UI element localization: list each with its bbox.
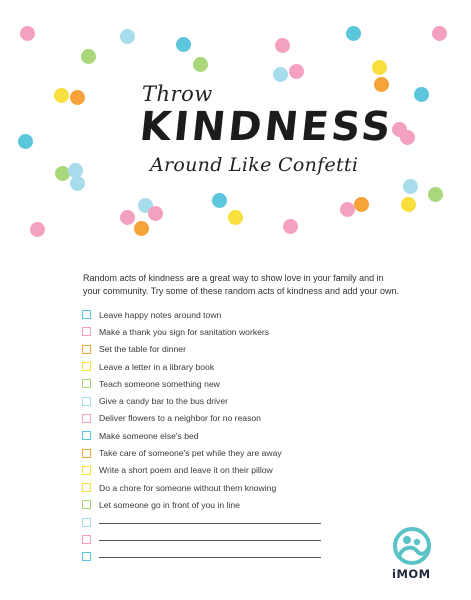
checklist-item-text: Make someone else's bed	[99, 430, 199, 441]
confetti-dot	[120, 29, 135, 44]
confetti-dot	[120, 210, 135, 225]
confetti-dot	[340, 202, 355, 217]
confetti-dot	[30, 222, 45, 237]
checkbox[interactable]	[82, 449, 91, 458]
checklist-item-text: Take care of someone's pet while they are away	[99, 448, 282, 459]
write-in-line[interactable]	[99, 557, 321, 558]
checklist-item-text: Make a thank you sign for sanitation workers	[99, 326, 270, 337]
kindness-checklist	[82, 306, 412, 565]
checklist-item	[82, 410, 412, 427]
confetti-dot	[176, 37, 191, 52]
checklist-item	[82, 358, 412, 375]
confetti-dot	[432, 26, 447, 41]
checklist-item-text: Set the table for dinner	[99, 344, 186, 355]
checkbox[interactable]	[82, 362, 91, 371]
confetti-dot	[283, 219, 298, 234]
confetti-dot	[289, 64, 304, 79]
write-in-line[interactable]	[99, 523, 321, 524]
confetti-dot	[212, 193, 227, 208]
blank-checklist-row	[82, 531, 412, 548]
checklist-item	[82, 496, 412, 513]
checklist-item	[82, 444, 412, 461]
checkbox[interactable]	[82, 345, 91, 354]
checkbox[interactable]	[82, 483, 91, 492]
checklist-item	[82, 323, 412, 340]
write-in-line[interactable]	[99, 540, 321, 541]
checklist-item-text: Give a candy bar to the bus driver	[99, 396, 228, 407]
checkbox[interactable]	[82, 310, 91, 319]
checklist-item-text: Do a chore for someone without them knowing	[99, 482, 277, 493]
confetti-dot	[81, 49, 96, 64]
checkbox[interactable]	[82, 414, 91, 423]
checkbox[interactable]	[82, 379, 91, 388]
checkbox[interactable]	[82, 552, 91, 561]
confetti-dot	[372, 60, 387, 75]
family-hug-icon	[390, 527, 434, 565]
checkbox[interactable]	[82, 518, 91, 527]
imom-logo	[386, 527, 438, 583]
checkbox[interactable]	[82, 397, 91, 406]
confetti-dot	[273, 67, 288, 82]
checkbox[interactable]	[82, 535, 91, 544]
title-throw: Throw	[142, 82, 213, 106]
intro-paragraph: Random acts of kindness are a great way to show love in your family and in your community. Try some of these random acts of kindness and add your own.	[83, 273, 399, 296]
checkbox[interactable]	[82, 500, 91, 509]
title-kindness: KINDNESS	[137, 104, 396, 150]
checklist-item	[82, 375, 412, 392]
logo-text: iMOM	[392, 567, 431, 581]
checkbox[interactable]	[82, 466, 91, 475]
confetti-dot	[346, 26, 361, 41]
checkbox[interactable]	[82, 431, 91, 440]
checklist-item	[82, 427, 412, 444]
checklist-item-text: Write a short poem and leave it on their pillow	[99, 465, 273, 476]
blank-checklist-row	[82, 514, 412, 531]
checklist-item-text: Leave a letter in a library book	[99, 361, 215, 372]
checklist-item	[82, 306, 412, 323]
checklist-item-text: Deliver flowers to a neighbor for no reason	[99, 413, 261, 424]
checklist-item-text: Let someone go in front of you in line	[99, 499, 240, 510]
confetti-dot	[148, 206, 163, 221]
confetti-dot	[193, 57, 208, 72]
checklist-item-text: Leave happy notes around town	[99, 309, 222, 320]
checklist-item-text: Teach someone something new	[99, 378, 220, 389]
title-subline: Around Like Confetti	[150, 154, 359, 176]
checklist-item	[82, 462, 412, 479]
blank-checklist-row	[82, 548, 412, 565]
confetti-dot	[134, 221, 149, 236]
confetti-dot	[354, 197, 369, 212]
confetti-dot	[401, 197, 416, 212]
confetti-dot	[228, 210, 243, 225]
checklist-item	[82, 341, 412, 358]
confetti-dot	[20, 26, 35, 41]
checkbox[interactable]	[82, 327, 91, 336]
confetti-dot	[275, 38, 290, 53]
checklist-item	[82, 479, 412, 496]
checklist-item	[82, 392, 412, 409]
title-block	[0, 82, 471, 192]
